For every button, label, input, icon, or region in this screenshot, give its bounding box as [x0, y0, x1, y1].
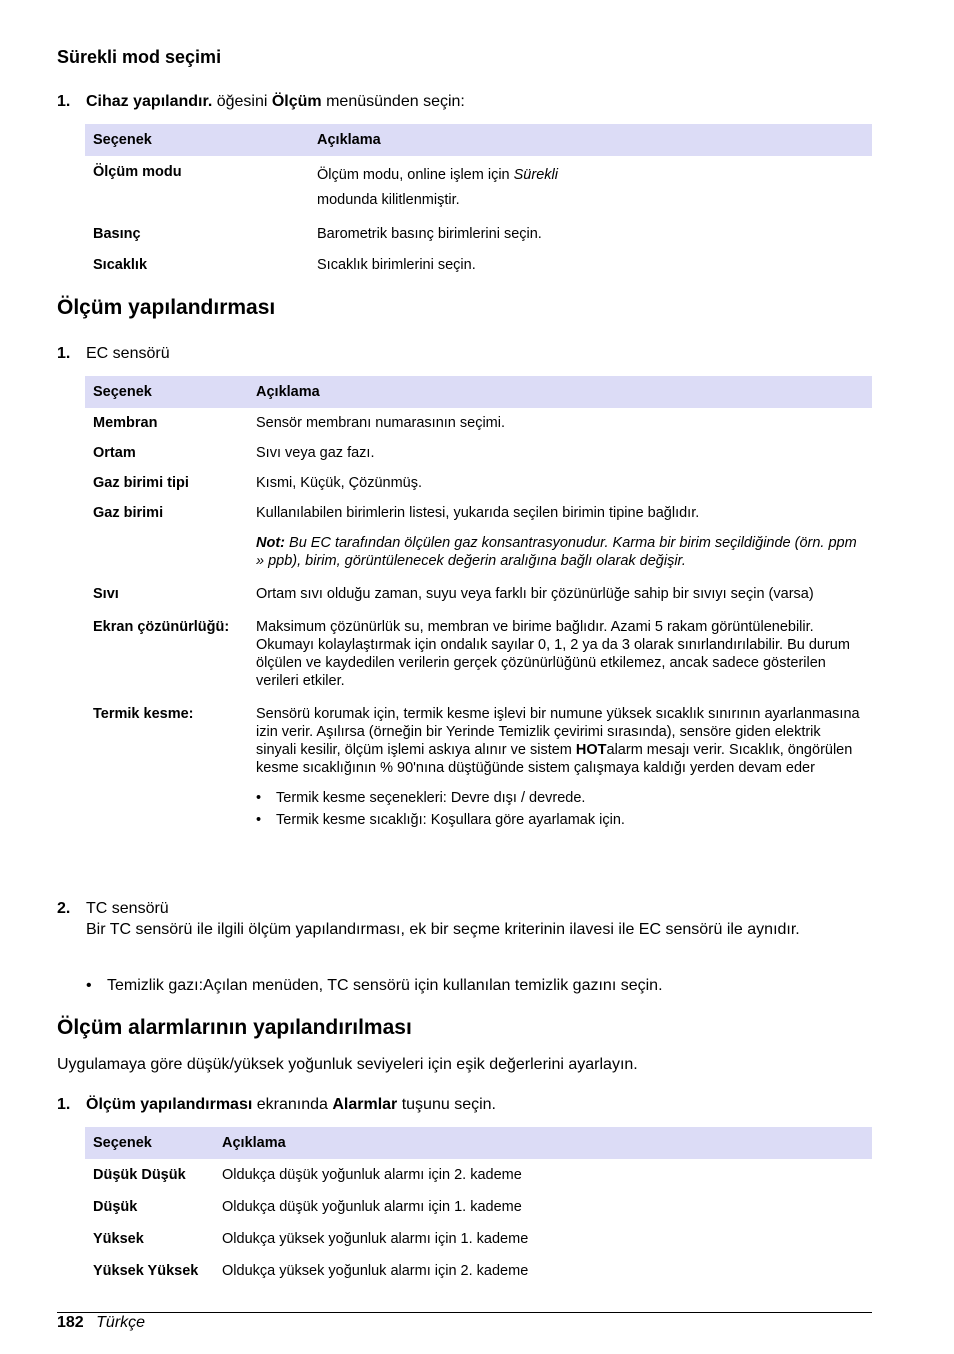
list-item: • Termik kesme seçenekleri: Devre dışı / devrede. [256, 789, 864, 807]
option-name: Ekran çözünürlüğü: [93, 619, 230, 635]
table-header-row [85, 1127, 872, 1159]
option-description: Oldukça düşük yoğunluk alarmı için 2. kademe [222, 1167, 522, 1183]
option-name: Yüksek Yüksek [93, 1263, 199, 1279]
table-row [85, 468, 872, 498]
option-name: Sıcaklık [93, 257, 148, 273]
step-number: 1. [57, 345, 71, 362]
hot-alarm-label: HOT [575, 742, 607, 758]
option-description: Ortam sıvı olduğu zaman, suyu veya farklı bir çözünürlüğe sahip bir sıvıyı seçin (varsa) [256, 586, 814, 602]
step-number: 1. [57, 1096, 71, 1113]
column-header-description: Açıklama [248, 376, 872, 408]
table-row [85, 438, 872, 468]
column-header-option: Seçenek [85, 1127, 214, 1159]
footer-divider [57, 1312, 872, 1313]
step-number: 2. [57, 900, 71, 917]
column-header-description: Açıklama [309, 124, 872, 156]
step-number: 1. [57, 93, 71, 110]
table-row [85, 576, 872, 609]
option-description: Sensör membranı numarasının seçimi. [256, 415, 506, 431]
option-name: Gaz birimi [93, 505, 164, 521]
step-menu-name: Ölçüm [271, 93, 322, 110]
table-header-row [85, 124, 872, 156]
thermal-cutoff-list [256, 789, 864, 829]
step-title: TC sensörü [86, 900, 169, 917]
options-table-alarms [85, 1127, 872, 1287]
option-description: Sıvı veya gaz fazı. [256, 445, 375, 461]
table-row [85, 1255, 872, 1287]
note-label: Not: [256, 535, 285, 551]
step-text: öğesini [212, 93, 272, 110]
step-text-end: menüsünden seçin: [321, 93, 465, 110]
step-text: EC sensörü [86, 345, 170, 362]
table-row [85, 609, 872, 696]
alarm-intro: Uygulamaya göre düşük/yüksek yoğunluk seviyeleri için eşik değerlerini ayarlayın. [57, 1056, 638, 1073]
column-header-option: Seçenek [85, 376, 248, 408]
option-description: Ölçüm modu, online işlem için Sürekli modunda kilitlenmiştir. [317, 167, 558, 208]
option-description: Barometrik basınç birimlerini seçin. [317, 226, 542, 242]
option-name: Gaz birimi tipi [93, 475, 189, 491]
options-table-ec-sensor [85, 376, 872, 839]
table-row [85, 1159, 872, 1191]
table-header-row [85, 376, 872, 408]
table-row [85, 498, 872, 576]
options-table-mode [85, 124, 872, 280]
column-header-description: Açıklama [214, 1127, 872, 1159]
emphasis-text: Sürekli [513, 167, 558, 183]
footer-language: Türkçe [96, 1314, 146, 1331]
option-name: Ortam [93, 445, 136, 461]
option-name: Termik kesme: [93, 706, 194, 722]
section-heading-alarms: Ölçüm alarmlarının yapılandırılması [57, 1016, 412, 1039]
screen-name: Ölçüm yapılandırması [86, 1096, 253, 1113]
option-name: Sıvı [93, 586, 119, 602]
option-description: Kullanılabilen birimlerin listesi, yukarıda seçilen birimin tipine bağlıdır. Not: Bu EC tarafından ölçülen gaz konsantrasyonudur. Karma bir birim seçildiğinde (örn. ppm » ppb), birim, görüntülenecek değerin aralığına bağlı olarak değişir. [248, 498, 872, 576]
note-text: Not: Bu EC tarafından ölçülen gaz konsantrasyonudur. Karma bir birim seçildiğinde (örn. ppm » ppb), birim, görüntülenecek değerin aralığına bağlı olarak değişir. [256, 535, 857, 569]
table-row [85, 249, 872, 280]
column-header-option: Seçenek [85, 124, 309, 156]
option-description: Kısmi, Küçük, Çözünmüş. [256, 475, 422, 491]
option-description: Sensörü korumak için, termik kesme işlevi bir numune yüksek sıcaklık sınırının ayarlanmasına izin verir. Aşılırsa (örneğin bir Yerinde Temizlik çevirimi sırasında), sensöre giden elektrik sinyali kesilir, ölçüm işlemi askıya alınır ve sistem HOTalarm mesajı verir. Sıcaklık, öngörülen kesme sıcaklığının % 90'nına düştüğünde sistem çalışmaya kaldığı yerden devam eder • Termik kesme seçenekleri: Devre dışı / devrede. • Termik kesme sıcaklığı: Koşullara göre ayarlamak için. [248, 696, 872, 839]
option-name: Düşük [93, 1199, 138, 1215]
button-name: Alarmlar [332, 1096, 398, 1113]
option-name: Yüksek [93, 1231, 144, 1247]
step-text: Bir TC sensörü ile ilgili ölçüm yapılandırması, ek bir seçme kriterinin ilavesi ile EC sensörü ile aynıdır. [86, 921, 800, 938]
option-name: Basınç [93, 226, 141, 242]
document-page: Sürekli mod seçimi 1. Cihaz yapılandır. öğesini Ölçüm menüsünden seçin: Seçenek Açıklama Ölçüm modu Ölçüm modu, online işlem için Sürekli modunda kilitlenmiştir. Basınç Barometrik basınç birimlerini seçin. Sıcaklık Sıcaklık birimlerini seçin. Ölçüm yapılandırması 1. EC sensörü Seçenek Açıklama Membran Sensör membranı numarasının seçimi. Ortam Sıvı veya gaz fazı. Gaz birimi tipi Kısmi, Küçük, Çözünmüş. Gaz birimi Kullanılabilen birimlerin listesi, yukarıda seçilen birimin tipine bağlıdır. Not: Bu EC tarafından ölçülen gaz konsantrasyonudur. Karma bir birim seçildiğinde (örn. ppm » ppb), birim, görüntülenecek değerin aralığına bağlı olarak değişir. Sıvı Ortam sıvı olduğu zaman, suyu veya farklı bir çözünürlüğe sahip bir sıvıyı seçin (varsa) Ekran çözünürlüğü: Maksimum çözünürlük su, membran ve birime bağlıdır. Azami 5 rakam görüntülenebilir. Okumayı kolaylaştırmak için ondalık sayılar 0, 1, 2 ya da 3 olarak sınırlandırılabilir. Bu durum ölçülen ve kaydedilen verilerin gerçek çözünürlüğünü etkilemez, ancak sadece gösterilen verileri etkiler. Termik kesme: Sensörü korumak için, termik kesme işlevi bir numune yüksek sıcaklık sınırının ayarlanmasına izin verir. Aşılırsa (örneğin bir Yerinde Temizlik çevirimi sırasında), sensöre giden elektrik sinyali kesilir, ölçüm işlemi askıya alınır ve sistem HOTalarm mesajı verir. Sıcaklık, öngörülen kesme sıcaklığının % 90'nına düştüğünde sistem çalışmaya kaldığı yerden devam eder • Termik kesme seçenekleri: Devre dışı / devrede. • Termik kesme sıcaklığı: Koşullara göre ayarlamak için. 2. TC sensörü Bir TC sensörü ile ilgili ölçüm yapılandırması, ek bir seçme kriterinin ilavesi ile EC sensörü ile aynıdır. • Temizlik gazı:Açılan menüden, TC sensörü için kullanılan temizlik gazını seçin. Ölçüm alarmlarının yapılandırılması Uygulamaya göre düşük/yüksek yoğunluk seviyeleri için eşik değerlerini ayarlayın. 1. Ölçüm yapılandırması ekranında Alarmlar tuşunu seçin. Seçenek Açıklama Düşük Düşük Oldukça düşük yoğunluk alarmı için 2. kademe Düşük Oldukça düşük yoğunluk alarmı için 1. kademe Yüksek Oldukça yüksek yoğunluk alarmı için 1. kademe Yüksek Yüksek Oldukça yüksek yoğunluk alarmı için 2. kademe 182 Türkçe [0, 0, 954, 1354]
list-item: • Termik kesme sıcaklığı: Koşullara göre ayarlamak için. [256, 811, 864, 829]
step-menu-item: Cihaz yapılandır. [86, 93, 213, 110]
table-row [85, 1191, 872, 1223]
table-row [85, 156, 872, 219]
option-description: Oldukça düşük yoğunluk alarmı için 1. kademe [222, 1199, 522, 1215]
table-row [85, 219, 872, 249]
table-row [85, 1223, 872, 1255]
page-footer [57, 1313, 145, 1333]
section-heading-measurement-config: Ölçüm yapılandırması [57, 296, 276, 319]
option-description: Oldukça yüksek yoğunluk alarmı için 1. kademe [222, 1231, 529, 1247]
bullet-icon: • [86, 977, 92, 994]
option-description: Oldukça yüksek yoğunluk alarmı için 2. kademe [222, 1263, 529, 1279]
table-row [85, 696, 872, 839]
option-description: Sıcaklık birimlerini seçin. [317, 257, 476, 273]
page-number: 182 [57, 1314, 84, 1331]
option-name: Ölçüm modu [93, 164, 182, 180]
section-heading-continuous-mode: Sürekli mod seçimi [57, 47, 222, 67]
option-description: Maksimum çözünürlük su, membran ve birime bağlıdır. Azami 5 rakam görüntülenebilir. Okumayı kolaylaştırmak için ondalık sayılar 0, 1, 2 ya da 3 olarak sınırlandırılabilir. Bu durum ölçülen ve kaydedilen verilerin gerçek çözünürlüğünü etkilemez, ancak sadece gösterilen verileri etkiler. [256, 619, 850, 689]
option-name: Düşük Düşük [93, 1167, 186, 1183]
list-item: Temizlik gazı:Açılan menüden, TC sensörü için kullanılan temizlik gazını seçin. [107, 977, 663, 994]
table-row [85, 408, 872, 438]
step-2-tc-sensor [57, 898, 872, 940]
option-name: Membran [93, 415, 158, 431]
